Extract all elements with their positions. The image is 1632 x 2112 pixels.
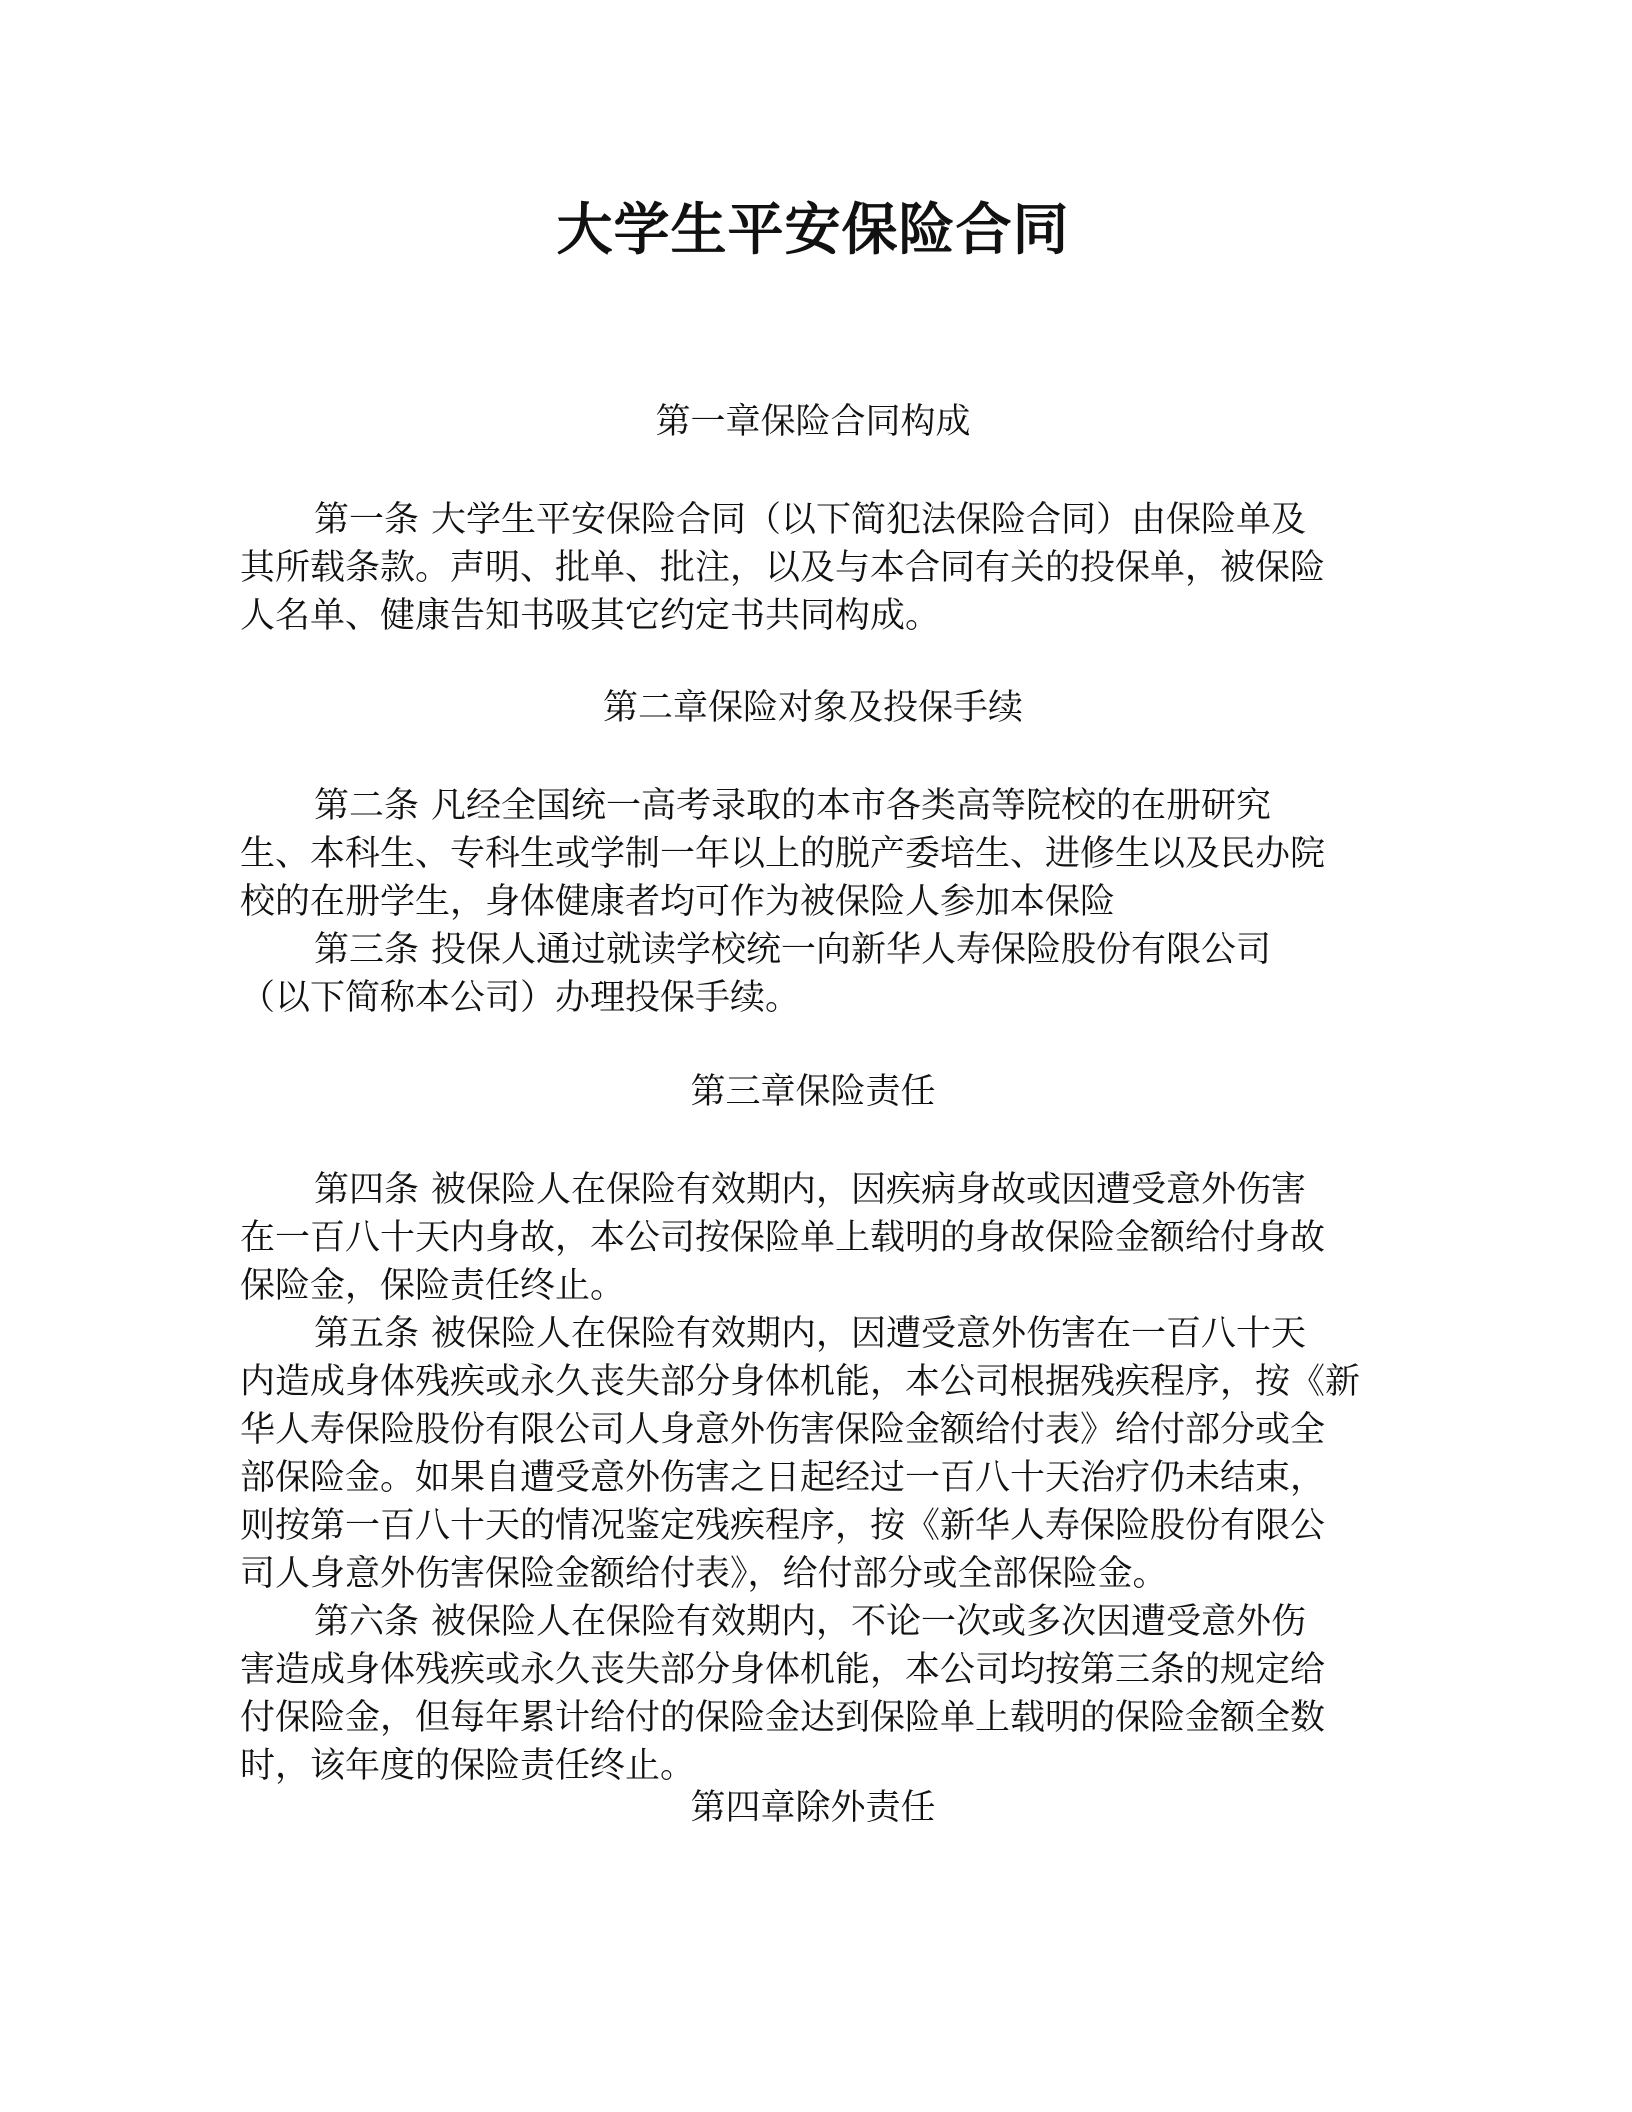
article-line: （以下简称本公司）办理投保手续。 bbox=[240, 978, 801, 1018]
document-page bbox=[240, 0, 1386, 2112]
article-line: 在一百八十天内身故，本公司按保险单上载明的身故保险金额给付身故 bbox=[240, 1218, 1326, 1258]
article-6 bbox=[240, 1598, 1386, 1790]
article-number: 第一条 bbox=[314, 500, 420, 540]
article-number: 第四条 bbox=[314, 1170, 420, 1210]
article-line: 人名单、健康告知书吸其它约定书共同构成。 bbox=[240, 596, 941, 636]
chapter-heading: 第一章保险合同构成 bbox=[655, 402, 971, 442]
article-line: 司人身意外伤害保险金额给付表》，给付部分或全部保险金。 bbox=[240, 1554, 1168, 1594]
article-4 bbox=[240, 1166, 1386, 1310]
article-line: 第二条 凡经全国统一高考录取的本市各类高等院校的在册研究 bbox=[314, 786, 1272, 826]
chapter-heading: 第二章保险对象及投保手续 bbox=[602, 688, 1023, 728]
article-line: 生、本科生、专科生或学制一年以上的脱产委培生、进修生以及民办院 bbox=[240, 834, 1326, 874]
article-line: 华人寿保险股份有限公司人身意外伤害保险金额给付表》给付部分或全 bbox=[240, 1410, 1326, 1450]
article-line: 保险金，保险责任终止。 bbox=[240, 1266, 626, 1306]
article-line: 其所载条款。声明、批单、批注，以及与本合同有关的投保单，被保险 bbox=[240, 548, 1326, 588]
article-1 bbox=[240, 496, 1386, 640]
article-line: 第六条 被保险人在保险有效期内，不论一次或多次因遭受意外伤 bbox=[314, 1602, 1307, 1642]
article-line: 内造成身体残疾或永久丧失部分身体机能，本公司根据残疾程序，按《新 bbox=[240, 1362, 1361, 1402]
article-line: 时，该年度的保险责任终止。 bbox=[240, 1746, 696, 1786]
chapter-heading: 第三章保险责任 bbox=[690, 1072, 936, 1112]
article-number: 第六条 bbox=[314, 1602, 420, 1642]
article-line: 部保险金。如果自遭受意外伤害之日起经过一百八十天治疗仍未结束， bbox=[240, 1458, 1326, 1498]
article-line: 校的在册学生，身体健康者均可作为被保险人参加本保险 bbox=[240, 882, 1116, 922]
article-line: 付保险金，但每年累计给付的保险金达到保险单上载明的保险金额全数 bbox=[240, 1698, 1326, 1738]
article-number: 第二条 bbox=[314, 786, 420, 826]
article-number: 第三条 bbox=[314, 930, 420, 970]
article-line: 则按第一百八十天的情况鉴定残疾程序，按《新华人寿保险股份有限公 bbox=[240, 1506, 1326, 1546]
article-5 bbox=[240, 1310, 1386, 1598]
article-number: 第五条 bbox=[314, 1314, 420, 1354]
article-line: 第三条 投保人通过就读学校统一向新华人寿保险股份有限公司 bbox=[314, 930, 1272, 970]
article-line: 第四条 被保险人在保险有效期内，因疾病身故或因遭受意外伤害 bbox=[314, 1170, 1307, 1210]
article-line: 第一条 大学生平安保险合同（以下简犯法保险合同）由保险单及 bbox=[314, 500, 1307, 540]
article-2 bbox=[240, 782, 1386, 926]
article-line: 第五条 被保险人在保险有效期内，因遭受意外伤害在一百八十天 bbox=[314, 1314, 1307, 1354]
chapter-heading: 第四章除外责任 bbox=[690, 1788, 936, 1828]
article-3 bbox=[240, 926, 1386, 1022]
article-line: 害造成身体残疾或永久丧失部分身体机能，本公司均按第三条的规定给 bbox=[240, 1650, 1326, 1690]
document-title: 大学生平安保险合同 bbox=[556, 197, 1070, 263]
